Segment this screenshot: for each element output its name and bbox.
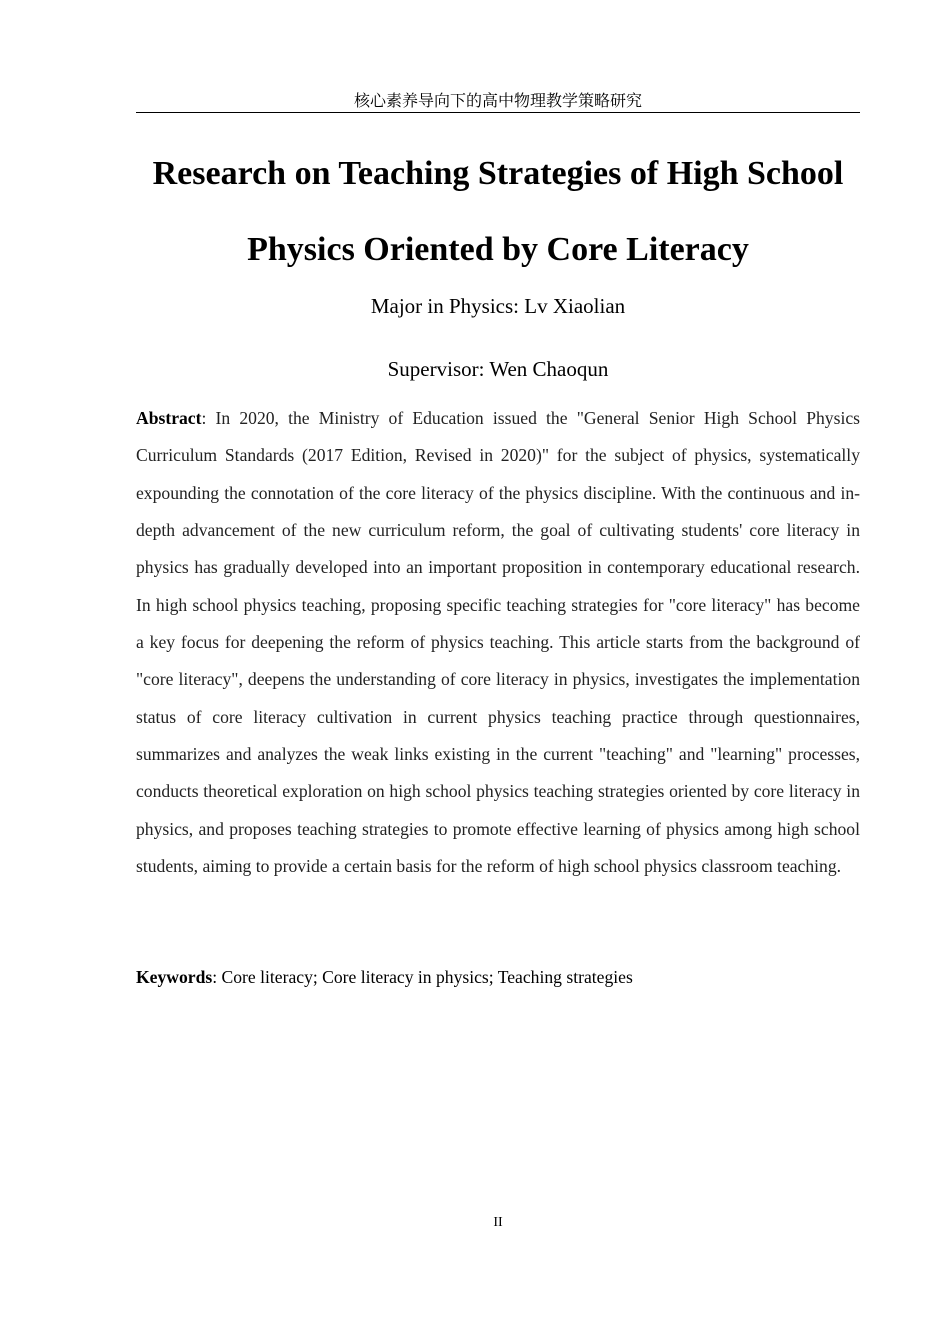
title-line-1: Research on Teaching Strategies of High School — [152, 155, 844, 192]
running-header: 核心素养导向下的高中物理教学策略研究 — [136, 90, 860, 113]
page-number: II — [493, 1215, 503, 1230]
supervisor: Supervisor: Wen Chaoqun — [387, 357, 609, 381]
paper-title — [120, 136, 876, 288]
abstract-text: : In 2020, the Ministry of Education issued the "General Senior High School Physics Curriculum Standards (2017 Edition, Revised in 2020)" for the subject of physics, systematically expounding the connotation of the core literacy of the physics discipline. With the continuous and in-depth advancement of the new curriculum reform, the goal of cultivating students' core literacy in physics has gradually developed into an important proposition in contemporary educational research. In high school physics teaching, proposing specific teaching strategies for "core literacy" has become a key focus for deepening the reform of physics teaching. This article starts from the background of "core literacy", deepens the understanding of core literacy in physics, investigates the implementation status of core literacy cultivation in current physics teaching practice through questionnaires, summarizes and analyzes the weak links existing in the current "teaching" and "learning" processes, conducts theoretical exploration on high school physics teaching strategies oriented by core literacy in physics, and proposes teaching strategies to promote effective learning of physics among high school students, aiming to provide a certain basis for the reform of high school physics classroom teaching. — [136, 408, 860, 877]
abstract-paragraph — [136, 400, 860, 885]
keywords-label: Keywords — [136, 967, 213, 987]
author-major: Major in Physics: Lv Xiaolian — [370, 294, 626, 318]
title-line-2: Physics Oriented by Core Literacy — [247, 231, 749, 268]
keywords-line — [136, 963, 860, 991]
keywords-text: : Core literacy; Core literacy in physics; Teaching strategies — [212, 967, 633, 987]
abstract-label: Abstract — [136, 408, 202, 428]
